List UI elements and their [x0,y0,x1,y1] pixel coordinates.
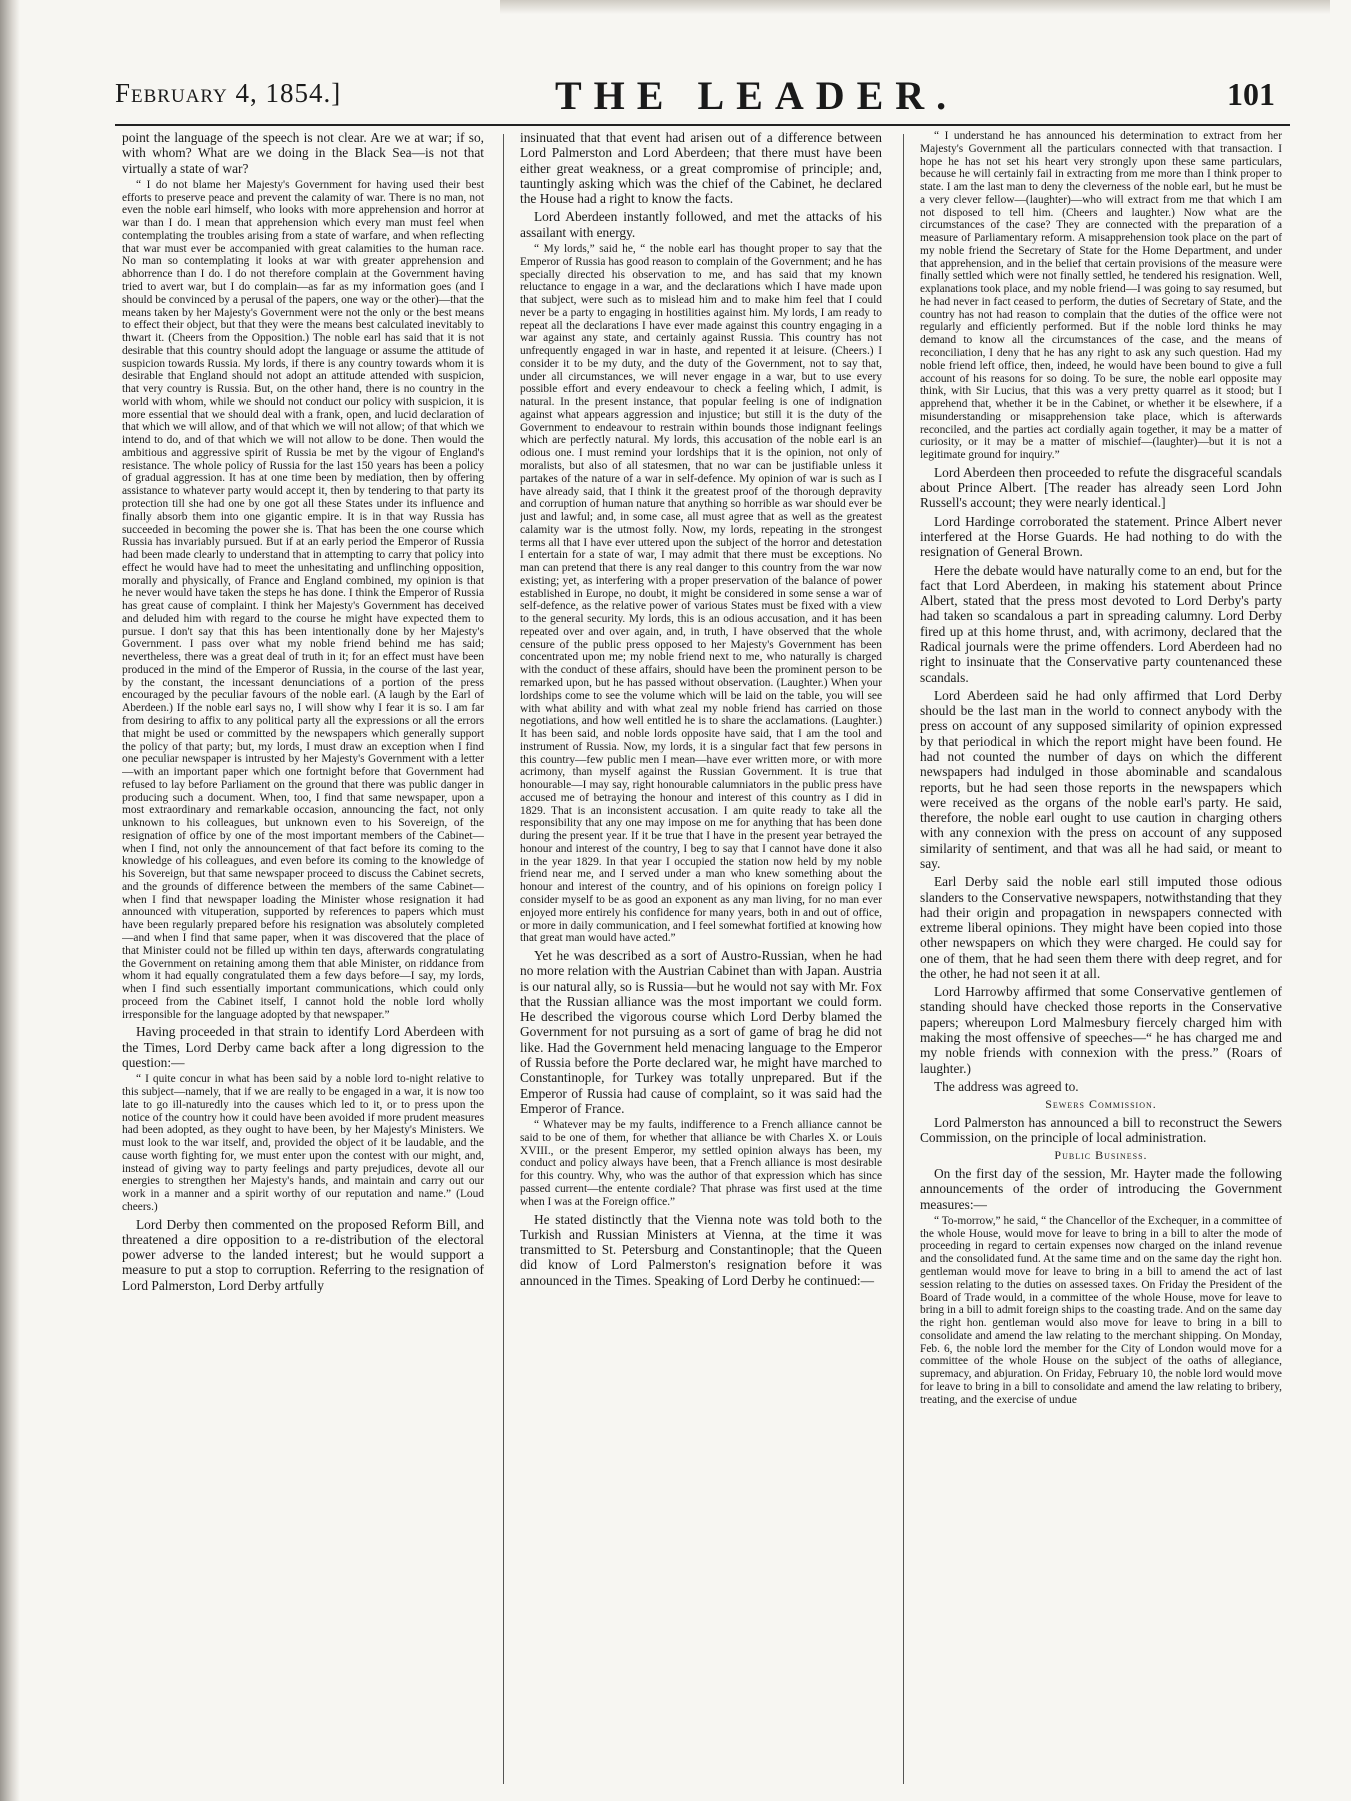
column-1 [122,130,484,1790]
paragraph: Lord Derby then commented on the proposed Reform Bill, and threatened a dire opposition to a re-distribution of the electoral power adverse to the landed interest; but he would support a measure to put a stop to corruption. Referring to the resignation of Lord Palmerston, Lord Derby artfully [122,1216,484,1293]
paragraph: The address was agreed to. [934,1078,1079,1094]
paragraph: He stated distinctly that the Vienna note was told both to the Turkish and Russian Ministers at Vienna, at the time it was transmitted to St. Petersburg and Constantinople; that the Queen did know of Lord Palmerston's resignation before it was announced in the Times. Speaking of Lord Derby he continued:— [520,1211,882,1288]
paragraph: Lord Aberdeen then proceeded to refute the disgraceful scandals about Prince Albert. [The reader has already seen Lord John Russell's account; they were nearly identical.] [920,464,1282,511]
paragraph: Lord Harrowby affirmed that some Conservative gentlemen of standing should have checked those reports in the Conservative papers; whereupon Lord Malmesbury fiercely charged him with making the most offensive of speeches—“ he has charged me and my noble friends with connexion with the press.” (Roars of laughter.) [920,984,1282,1076]
issue-date: February 4, 1854.] [115,78,342,108]
paragraph: Yet he was described as a sort of Austro-Russian, when he had no more relation with the Austrian Cabinet than with Japan. Austria is our natural ally, so is Russia—but he would not say with Mr. Fox that the Russian alliance was the most important we could form. He described the vigorous course which Lord Derby blamed the Government for not pursuing as a sort of game of brag he did not like. Had the Government held menacing language to the Emperor of Russia before the Porte declared war, he might have marched to Constantinople, for Turkey was totally unprepared. But if the Emperor of Russia had cause of complaint, so it was said had the Emperor of France. [520,948,882,1116]
paragraph: Here the debate would have naturally come to an end, but for the fact that Lord Aberdeen, in making his statement about Prince Albert, stated that the press most devoted to Lord Derby's party had taken so scandalous a part in spreading calumny. Lord Derby fired up at this home thrust, and, with acrimony, declared that the Radical journals were the prime offenders. Lord Aberdeen had no right to insinuate that the Conservative party countenanced these scandals. [920,562,1282,685]
paragraph: point the language of the speech is not clear. Are we at war; if so, with whom? What are we doing in the Black Sea—is not that virtually a state of war? [122,130,484,176]
paragraph: “ I do not blame her Majesty's Government for having used their best efforts to preserve peace and prevent the calamity of war. There is no man, not even the noble earl himself, who looks with more apprehension and horror at war than I do. I mean that apprehension which every man must feel when contemplating the troubles arising from a state of warfare, and when reflecting that war must ever be accompanied with great calamities to the human race. No man so contemplating it looks at war with greater apprehension and abhorrence than I do. I do not therefore complain at the Government having tried to avert war, but I do complain—as far as my information goes (and I should be convinced by a perusal of the papers, one way or the other)—that the means taken by her Majesty's Government were not the only or the best means to effect their object, but that they were the means best calculated inevitably to thwart it. (Cheers from the Opposition.) The noble earl has said that it is not desirable that this country should adopt the language or assume the attitude of suspicion towards Russia. My lords, if there is any country towards whom it is desirable that England should not adopt an attitude attended with suspicion, that very country is Russia. But, on the other hand, there is no country in the world with whom, while we should not conduct our policy with suspicion, it is more essential that we should deal with a frank, open, and lucid declaration of that which we will allow, and of that which we will not allow; of that which we intend to do, and of that which we will not allow to be done. Then would the ambitious and aggressive spirit of Russia be met by the vigour of England's resistance. The whole policy of Russia for the last 150 years has been a policy of gradual aggression. It has at one time been by mediation, then by offering assistance to whatever party would accept it, then by tendering to that party its protection till she had one by one got all these States under its influence and finally absorb them into one gigantic empire. It is in that way Russia has succeeded in becoming the power she is. That has been the one course which Russia has invariably pursued. But if at an early period the Emperor of Russia had been made clearly to understand that in attempting to carry that policy into effect he would have had to meet the unhesitating and unflinching opposition, morally and physically, of France and England combined, my opinion is that he never would have taken the steps he has done. I think the Emperor of Russia has great cause of complaint. I think her Majesty's Government has deceived and deluded him with regard to the course he might have expected them to pursue. I don't say that this has been intentionally done by her Majesty's Government. I pass over what my noble friend behind me has said; nevertheless, there was a great deal of truth in it; for an effect must have been produced in the mind of the Emperor of Russia, in the course of the last year, by the constant, the incessant denunciations of a portion of the press encouraged by the peculiar favours of the noble earl. (A laugh by the Earl of Aberdeen.) If the noble earl says no, I will show why I fear it is so. I am far from desiring to affix to any political party all the expressions or all the errors that might be used or committed by the newspapers which generally support the policy of that party; but, my lords, I must draw an exception when I find one peculiar newspaper is intrusted by her Majesty's Government with a letter—with an important paper which one fortnight before that Government had refused to lay before Parliament on the ground that there was public danger in producing such a document. When, too, I find that same newspaper, upon a most extraordinary and remarkable occasion, announcing the fact, not only unknown to his colleagues, but unknown even to his Sovereign, of the resignation of office by one of the most important members of the Cabinet—when I find, not only the announcement of that fact before its coming to the knowledge of his colleagues, and even before its coming to the knowledge of his Sovereign, but that same newspaper proceed to discuss the Cabinet secrets, and the grounds of difference between the members of the same Cabinet—when I find that newspaper loading the Minister whose resignation it had announced with vituperation, supported by references to papers which must have been regularly prepared before his resignation was absolutely completed—and when I find that same paper, when it was discovered that the place of that Minister could not be filled up within ten days, afterwards congratulating the Government on retaining among them that able Minister, on riddance from whom it had equally congratulated them a few days before—I say, my lords, when I find such essentially important communications, which could only proceed from the Cabinet itself, I cannot hold the noble lord wholly irresponsible for the language adopted by that newspaper.” [122,178,484,1021]
column-2 [520,130,882,1790]
paragraph: Lord Aberdeen instantly followed, and met the attacks of his assailant with energy. [520,209,882,240]
masthead [115,70,1315,120]
column-divider [903,134,904,1784]
paragraph: On the first day of the session, Mr. Hayter made the following announcements of the order of introducing the Government measures:— [920,1166,1282,1212]
paragraph: “ I quite concur in what has been said by a noble lord to-night relative to this subject—namely, that if we are really to be engaged in a war, it is now too late to go ill-naturedly into the causes which led to it, or to press upon the notice of the country how it could have been avoided if more prudent measures had been adopted, as they ought to have been, by her Majesty's Ministers. We must look to the war itself, and, provided the object of it be laudable, and the cause worth fighting for, we must enter upon the contest with our might, and, instead of giving way to party feelings and party prejudices, devote all our energies to strengthen her Majesty's hands, and maintain and carry out our work in a manner and a spirit worthy of our reputation and name.” (Loud cheers.) [122,1073,484,1213]
paragraph: Earl Derby said the noble earl still imputed those odious slanders to the Conservative newspapers, notwithstanding that they had their origin and propagation in newspapers connected with extreme liberal opinions. They might have been copied into those other newspapers on which they were charged. He could say for one of them, that he had seen them there with deep regret, and for the other, he had not seen it at all. [920,874,1282,981]
header-rule [115,124,1290,126]
paragraph: Lord Aberdeen said he had only affirmed that Lord Derby should be the last man in the world to connect anybody with the press on account of any supposed similarity of opinion expressed by that periodical in which the report might have been found. He had not counted the number of days on which the different newspapers had indulged in those abominable and scandalous reports, but he had seen those reports in the newspapers which were received as the organs of the noble earl's party. He said, therefore, the noble earl ought to use caution in charging others with any connexion with the press on account of any supposed similarity of sentiment, and that was all he had said, or meant to say. [920,687,1282,871]
paragraph: “ My lords,” said he, “ the noble earl has thought proper to say that the Emperor of Russia has good reason to complain of the Government; and he has specially directed his observation to me, and has said that my known reluctance to engage in a war, and the declarations which I have made upon that subject, were such as to mislead him and to make him feel that I could never be a party to engaging in hostilities against him. My lords, I am ready to repeat all the declarations I have ever made against this country engaging in a war against any state, and certainly against Russia. This country has not unfrequently engaged in war in haste, and repented it at leisure. (Cheers.) I consider it to be my duty, and the duty of the Government, not to say that, under all circumstances, we will never engage in a war, but to use every possible effort and every endeavour to check a feeling which, I admit, is natural. In the present instance, that popular feeling is one of indignation against what appears aggression and injustice; but still it is the duty of the Government to endeavour to restrain within bounds those indignant feelings which are perfectly natural. My lords, this accusation of the noble earl is an odious one. I must remind your lordships that it is the opinion, not only of moralists, but also of all statesmen, that no war can be justifiable unless it partakes of the nature of a war in self-defence. My opinion of war is such as I have already said, that I think it the greatest proof of the thorough depravity and corruption of human nature that anything so horrible as war should ever be just and lawful; and, in some case, all must agree that as well as the greatest calamity war is the utmost folly. Now, my lords, repeating in the strongest terms all that I have ever uttered upon the subject of the horror and detestation I entertain for a state of war, I may admit that there must be exceptions. No man can pretend that there is any real danger to this country from the war now existing; yet, as interfering with a proper preservation of the balance of power established in Europe, no doubt, it might be considered in some sense a war of self-defence, as the relative power of various States must be fixed with a view to the general security. My lords, this is an odious accusation, and it has been repeated over and over again, and, in truth, I have observed that the whole censure of the public press opposed to her Majesty's Government has been concentrated upon me; my noble friend next to me, who naturally is charged with the conduct of these affairs, should have been the prominent person to be remarked upon, but he has passed without observation. (Laughter.) When your lordships come to see the volume which will be laid on the table, you will see with what ability and with what zeal my noble friend has carried on those negotiations, and how well entitled he is to share the acclamations. (Laughter.) It has been said, and noble lords opposite have said, that I am the tool and instrument of Russia. Now, my lords, it is a singular fact that few persons in this country—few public men I mean—have ever written more, or with more acrimony, than myself against the Russian Government. It is true that honourable—I may say, right honourable calumniators in the public press have accused me of betraying the honour and interest of this country as I did in 1829. That is an inconsistent accusation. I am quite ready to take all the responsibility that any one may impose on me for anything that has been done during the present year. If it be true that I have in the present year betrayed the honour and interest of the country, I beg to say that I cannot have done it also in the year 1829. In that year I occupied the station now held by my noble friend near me, and I served under a man who knew something about the honour and interest of the country, and of his opinions on foreign policy I consider myself to be as good an exponent as any man living, for no man ever enjoyed more entirely his confidence for many years, both in and out of office, or more in daily communication, and I feel somewhat fortified at knowing how that great man would have acted.” [520,242,882,945]
paragraph: “ Whatever may be my faults, indifference to a French alliance cannot be said to be one of them, for whether that alliance be with Charles X. or Louis XVIII., or the present Emperor, my settled opinion always has been, my conduct and policy always have been, that a French alliance is most desirable for this country. Why, who was the author of that expression which has since passed current—the entente cordiale? That phrase was first used at the time when I was at the Foreign office.” [520,1119,882,1208]
column-3 [920,130,1282,1790]
section-heading: Public Business. [1054,1148,1148,1163]
page-number: 101 [1227,76,1275,112]
scan-smudge [500,0,1330,14]
binding-edge [0,0,20,1801]
paragraph: “ I understand he has announced his determination to extract from her Majesty's Government all the particulars connected with that transaction. I hope he has not set his heart very strongly upon these same particulars, because he will certainly fail in extracting from me more than I think proper to state. I am the last man to deny the cleverness of the noble earl, but he must be a very clever fellow—(laughter)—who will extract from me that which I am not disposed to tell him. (Cheers and laughter.) Now what are the circumstances of the case? They are connected with the preparation of a measure of Parliamentary reform. A misapprehension took place on the part of my noble friend the Secretary of State for the Home Department, and under that apprehension, and in the belief that certain provisions of the measure were finally settled which were not finally settled, he tendered his resignation. Well, explanations took place, and my noble friend—I was going to say resumed, but he had never in fact ceased to perform, the duties of Secretary of State, and the country has not had reason to complain that the duties of the office were not regularly and efficiently performed. But if the noble lord thinks he may demand to know all the circumstances of the case, and the means of reconciliation, I deny that he has any right to ask any such question. Had my noble friend left office, then, indeed, he would have been bound to give a full account of his reasons for so doing. To be sure, the noble earl opposite may think, with Sir Lucius, that this was a very pretty quarrel as it stood; but I apprehend that, whether it be in the Cabinet, or whether it be elsewhere, if a misunderstanding or misapprehension take place, which is afterwards reconciled, and the parties act cordially again together, it may be a matter of curiosity, or it may be a matter of mischief—(laughter)—but it is not a legitimate ground for inquiry.” [920,130,1282,462]
section-heading: Sewers Commission. [1045,1097,1157,1112]
paragraph: “ To-morrow,” he said, “ the Chancellor of the Exchequer, in a committee of the whole House, would move for leave to bring in a bill to alter the mode of proceeding in regard to certain expenses now charged on the inland revenue and the consolidated fund. At the same time and on the same day the right hon. gentleman would move for leave to bring in a bill to amend the act of last session relating to the duties on assessed taxes. On Friday the President of the Board of Trade would, in a committee of the whole House, move for leave to bring in a bill to admit foreign ships to the coasting trade. And on the same day the right hon. gentleman would also move for leave to bring in a bill to consolidate and amend the law relating to the merchant shipping. On Monday, Feb. 6, the noble lord the member for the City of London would move for a committee of the whole House on the subject of the oaths of allegiance, supremacy, and abjuration. On Friday, February 10, the noble lord would move for leave to bring in a bill to consolidate and amend the law relating to bribery, treating, and the exercise of undue [920,1214,1282,1406]
column-divider [503,134,504,1784]
paragraph: Lord Palmerston has announced a bill to reconstruct the Sewers Commission, on the principle of local administration. [920,1114,1282,1146]
newspaper-title: THE LEADER. [555,73,959,118]
paragraph: Having proceeded in that strain to identify Lord Aberdeen with the Times, Lord Derby came back after a long digression to the question:— [122,1024,484,1070]
paragraph: insinuated that that event had arisen out of a difference between Lord Palmerston and Lord Aberdeen; that there must have been either great weakness, or a great compromise of principle; and, tauntingly asking which was the chief of the Cabinet, he declared the House had a right to know the facts. [520,130,882,207]
paragraph: Lord Hardinge corroborated the statement. Prince Albert never interfered at the Horse Guards. He had nothing to do with the resignation of General Brown. [920,513,1282,560]
